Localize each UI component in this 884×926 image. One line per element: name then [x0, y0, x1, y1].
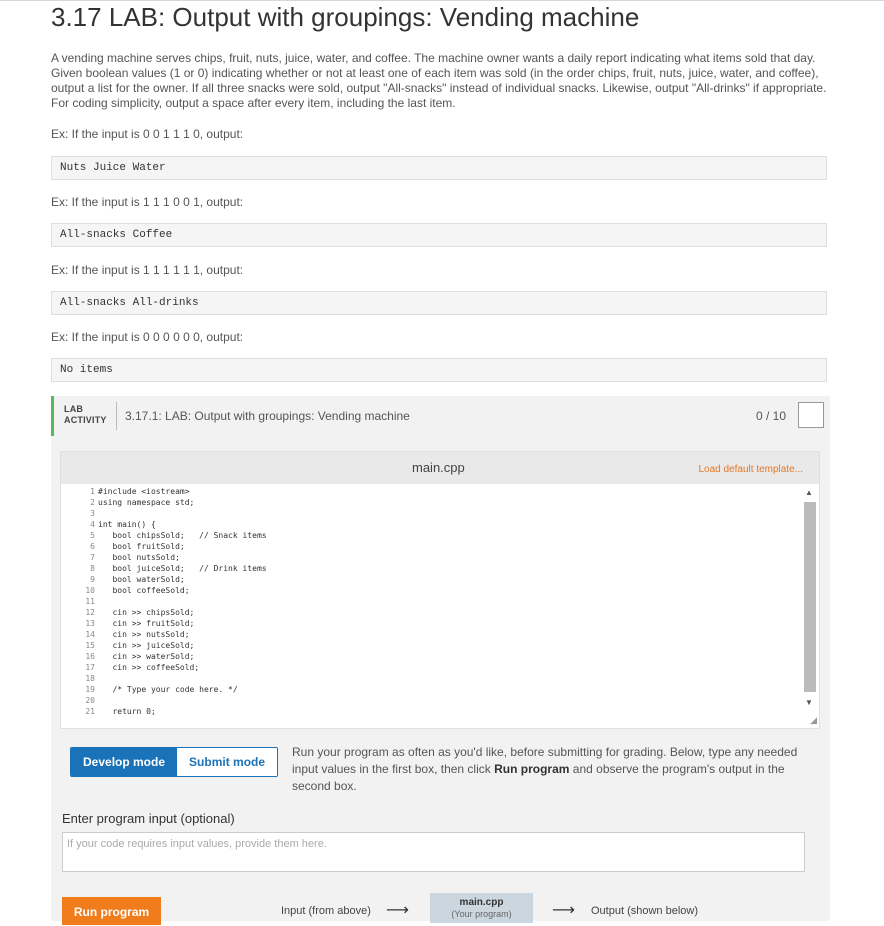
lab-activity-header	[51, 396, 830, 436]
run-program-button[interactable]: Run program	[62, 897, 161, 925]
code-line[interactable]: bool fruitSold;	[98, 542, 185, 551]
lab-score: 0 / 10	[756, 409, 787, 423]
scroll-up-icon[interactable]: ▲	[805, 488, 813, 497]
resize-grip-icon[interactable]: ◢	[810, 715, 817, 725]
program-box-sub: (Your program)	[451, 909, 512, 919]
line-number: 7	[90, 553, 95, 562]
code-line[interactable]: cin >> juiceSold;	[98, 641, 195, 650]
program-box-name: main.cpp	[459, 897, 504, 908]
page-title: 3.17 LAB: Output with groupings: Vending machine	[51, 2, 640, 32]
editor-header	[61, 452, 819, 484]
code-line[interactable]	[98, 695, 267, 706]
line-number: 9	[90, 575, 95, 584]
line-number: 14	[85, 630, 95, 639]
code-line[interactable]: bool nutsSold;	[98, 553, 180, 562]
code-line[interactable]: return 0;	[98, 707, 156, 716]
code-line[interactable]: bool coffeeSold;	[98, 586, 190, 595]
submit-mode-button[interactable]: Submit mode	[177, 748, 277, 776]
load-default-template-link[interactable]: Load default template...	[698, 464, 803, 475]
example-label: Ex: If the input is 1 1 1 0 0 1, output:	[51, 195, 244, 209]
code-line[interactable]: bool chipsSold; // Snack items	[98, 531, 267, 540]
line-number: 2	[90, 498, 95, 507]
line-number: 18	[85, 674, 95, 683]
line-number: 19	[85, 685, 95, 694]
problem-description: A vending machine serves chips, fruit, nuts, juice, water, and coffee. The machine owner wants a daily report indicating what items sold that day. Given boolean values (1 or 0) indicating whether or not at least one of each item was sold (in the order chips, fruit, nuts, juice, water, and coffee), output a list for the owner. If all three snacks were sold, output "All-snacks" instead of individual snacks. Likewise, output "All-drinks" if appropriate. For coding simplicity, output a space after every item, including the last item.	[51, 51, 827, 110]
line-number: 3	[90, 509, 95, 518]
line-number: 5	[90, 531, 95, 540]
develop-mode-button[interactable]: Develop mode	[71, 748, 177, 776]
example-output: Nuts Juice Water	[51, 156, 827, 180]
example-output: All-snacks All-drinks	[51, 291, 827, 315]
code-editor[interactable]	[60, 451, 820, 729]
code-line[interactable]: cin >> coffeeSold;	[98, 663, 200, 672]
editor-scrollbar[interactable]	[801, 486, 817, 718]
program-input-field[interactable]	[62, 832, 805, 872]
line-number: 17	[85, 663, 95, 672]
code-line[interactable]: cin >> nutsSold;	[98, 630, 190, 639]
program-box	[430, 893, 533, 923]
code-lines[interactable]	[98, 486, 267, 717]
run-instructions: Run your program as often as you'd like, before submitting for grading. Below, type any needed input values in the first box, then click Run program and observe the program's output in the second box.	[292, 745, 798, 793]
line-number: 16	[85, 652, 95, 661]
line-number: 6	[90, 542, 95, 551]
example-label: Ex: If the input is 0 0 1 1 1 0, output:	[51, 127, 244, 141]
scroll-down-icon[interactable]: ▼	[805, 698, 813, 707]
line-number: 15	[85, 641, 95, 650]
code-line[interactable]: bool waterSold;	[98, 575, 185, 584]
code-line[interactable]: using namespace std;	[98, 498, 195, 507]
lab-activity-tag: LAB ACTIVITY	[64, 404, 107, 425]
example-output: No items	[51, 358, 827, 382]
line-number: 20	[85, 696, 95, 705]
line-number: 10	[85, 586, 95, 595]
line-number-gutter	[73, 486, 95, 717]
example-label: Ex: If the input is 0 0 0 0 0 0, output:	[51, 330, 244, 344]
code-line[interactable]	[98, 596, 267, 607]
code-line[interactable]: cin >> waterSold;	[98, 652, 195, 661]
code-line[interactable]: /* Type your code here. */	[98, 685, 238, 694]
program-input-label: Enter program input (optional)	[62, 811, 235, 826]
code-line[interactable]	[98, 673, 267, 684]
mode-toggle	[70, 747, 278, 777]
line-number: 11	[85, 597, 95, 606]
arrow-right-icon: ⟶	[552, 902, 575, 919]
example-label: Ex: If the input is 1 1 1 1 1 1, output:	[51, 263, 244, 277]
input-from-above-label: Input (from above)	[281, 905, 371, 917]
scrollbar-thumb[interactable]	[804, 502, 816, 692]
code-line[interactable]: cin >> chipsSold;	[98, 608, 195, 617]
line-number: 13	[85, 619, 95, 628]
output-shown-below-label: Output (shown below)	[591, 905, 698, 917]
code-line[interactable]: bool juiceSold; // Drink items	[98, 564, 267, 573]
line-number: 21	[85, 707, 95, 716]
line-number: 1	[90, 487, 95, 496]
code-line[interactable]	[98, 508, 267, 519]
lab-activity-name: 3.17.1: LAB: Output with groupings: Vending machine	[125, 409, 410, 423]
line-number: 4	[90, 520, 95, 529]
completion-checkbox	[798, 402, 824, 428]
line-number: 12	[85, 608, 95, 617]
code-line[interactable]: #include <iostream>	[98, 487, 190, 496]
editor-filename: main.cpp	[412, 460, 465, 475]
code-line[interactable]: cin >> fruitSold;	[98, 619, 195, 628]
lab-separator	[116, 402, 117, 430]
line-number: 8	[90, 564, 95, 573]
code-line[interactable]: int main() {	[98, 520, 156, 529]
arrow-right-icon: ⟶	[386, 902, 409, 919]
example-output: All-snacks Coffee	[51, 223, 827, 247]
